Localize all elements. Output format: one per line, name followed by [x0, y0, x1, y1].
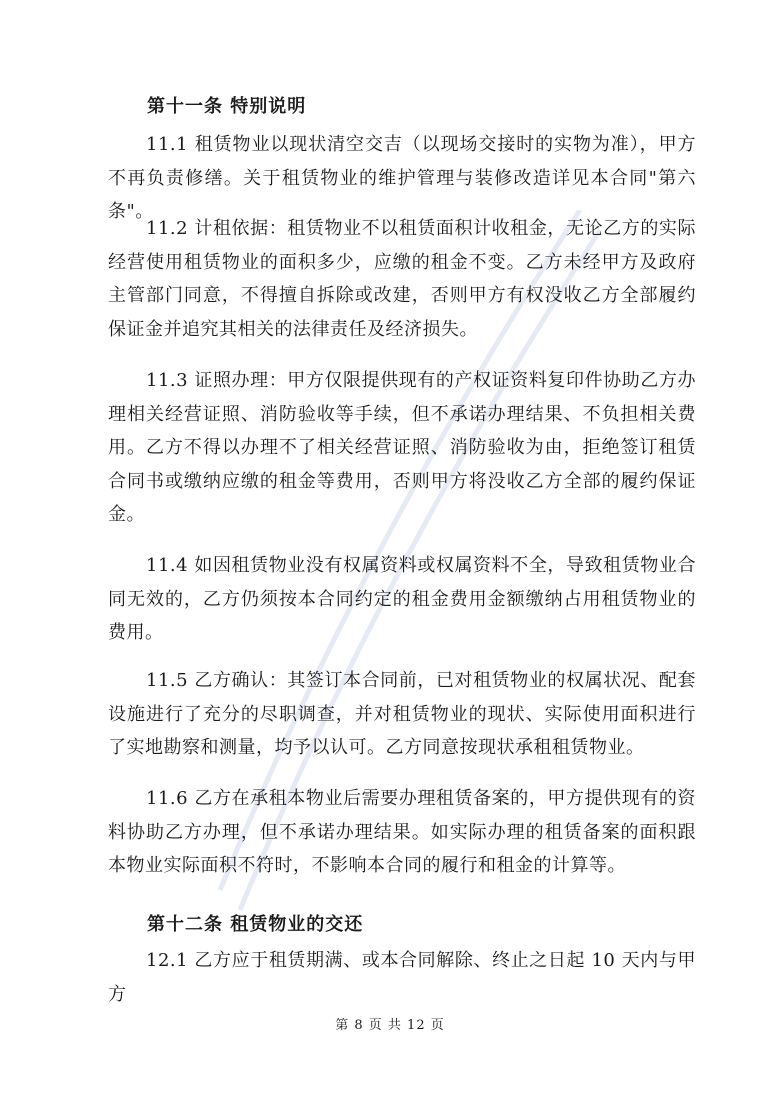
page-number-footer: 第 8 页 共 12 页 — [335, 1018, 445, 1033]
clause-11-6: 11.6 乙方在承租本物业后需要办理租赁备案的，甲方提供现有的资料协助乙方办理，但不承诺办理结果。如实际办理的租赁备案的面积跟本物业实际面积不符时，不影响本合同的履行和租金的计算等。 — [108, 788, 696, 876]
clause-11-3: 11.3 证照办理：甲方仅限提供现有的产权证资料复印件协助乙方办理相关经营证照、消防验收等手续，但不承诺办理结果、不负担相关费用。乙方不得以办理不了相关经营证照、消防验收为由，拒绝签订租赁合同书或缴纳应缴的租金等费用，否则甲方将没收乙方全部的履约保证金。 — [108, 370, 696, 525]
clause-11-4: 11.4 如因租赁物业没有权属资料或权属资料不全，导致租赁物业合同无效的，乙方仍须按本合同约定的租金费用金额缴纳占用租赁物业的费用。 — [108, 555, 696, 643]
clause-11-1: 11.1 租赁物业以现状清空交吉（以现场交接时的实物为准），甲方不再负责修缮。关于租赁物业的维护管理与装修改造详见本合同"第六条"。 — [108, 134, 696, 222]
article-12-heading: 第十二条 租赁物业的交还 — [147, 914, 364, 935]
clause-12-1: 12.1 乙方应于租赁期满、或本合同解除、终止之日起 10 天内与甲方 — [108, 950, 696, 1005]
clause-11-2: 11.2 计租依据：租赁物业不以租赁面积计收租金，无论乙方的实际经营使用租赁物业的面积多少，应缴的租金不变。乙方未经甲方及政府主管部门同意，不得擅自拆除或改建，否则甲方有权没收乙方全部履约保证金并追究其相关的法律责任及经济损失。 — [108, 218, 696, 340]
article-11-heading: 第十一条 特别说明 — [147, 96, 307, 117]
clause-11-5: 11.5 乙方确认：其签订本合同前，已对租赁物业的权属状况、配套设施进行了充分的尽职调查，并对租赁物业的现状、实际使用面积进行了实地勘察和测量，均予以认可。乙方同意按现状承租租赁物业。 — [108, 670, 696, 758]
